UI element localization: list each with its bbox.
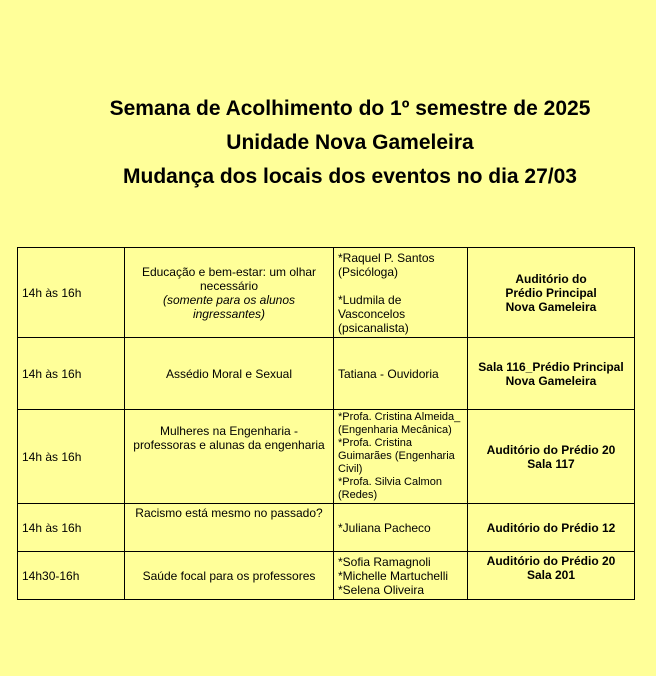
location-line: Auditório do Prédio 20: [486, 554, 616, 568]
time-cell: 14h às 16h: [18, 410, 125, 504]
location-line: Nova Gameleira: [505, 373, 597, 388]
event-cell: [125, 248, 334, 338]
location-cell: [468, 552, 635, 600]
title-line-1: Semana de Acolhimento do 1º semestre de 2025: [109, 97, 591, 120]
time-cell: 14h às 16h: [18, 504, 125, 552]
location-cell: [468, 338, 635, 410]
event-cell: Mulheres na Engenharia - professoras e alunas da engenharia: [125, 410, 334, 504]
location-line: Sala 201: [526, 568, 576, 582]
speaker: *Selena Oliveira: [338, 582, 425, 597]
speaker: *Raquel P. Santos (Psicóloga): [338, 250, 435, 279]
table-row: [18, 552, 635, 600]
location-line: Sala 117: [527, 456, 575, 471]
schedule-table: [17, 247, 635, 600]
location-line: Auditório do: [515, 271, 587, 286]
time-cell: 14h30-16h: [18, 552, 125, 600]
event-title: Educação e bem-estar: um olhar necessário: [141, 264, 317, 293]
location-cell: [468, 504, 635, 552]
speaker: *Michelle Martuchelli: [338, 568, 449, 583]
event-note: (somente para os alunos ingressantes): [162, 292, 296, 321]
title-line-3: Mudança dos locais dos eventos no dia 27/03: [123, 165, 577, 188]
speaker: *Profa. Cristina Guimarães (Engenharia Civil): [338, 437, 455, 475]
event-cell: Assédio Moral e Sexual: [125, 338, 334, 410]
speakers-cell: [334, 338, 468, 410]
speaker: *Juliana Pacheco: [338, 520, 431, 535]
location-cell: [468, 410, 635, 504]
page-title-block: [40, 92, 656, 194]
location-cell: [468, 248, 635, 338]
location-line: Prédio Principal: [505, 285, 597, 300]
speaker: *Ludmila de Vasconcelos (psicanalista): [338, 292, 409, 335]
title-line-2: Unidade Nova Gameleira: [226, 131, 474, 154]
location-line: Sala 116_Prédio Principal: [478, 359, 624, 374]
event-cell: Racismo está mesmo no passado?: [125, 504, 334, 552]
time-cell: 14h às 16h: [18, 248, 125, 338]
speaker: Tatiana - Ouvidoria: [338, 366, 439, 381]
table-row: [18, 338, 635, 410]
table-row: [18, 248, 635, 338]
location-line: Nova Gameleira: [505, 299, 597, 314]
event-cell: Saúde focal para os professores: [125, 552, 334, 600]
speakers-cell: [334, 552, 468, 600]
speaker: *Profa. Cristina Almeida_ (Engenharia Mecânica): [338, 411, 461, 436]
location-line: Auditório do Prédio 12: [486, 520, 616, 535]
speaker: *Profa. Silvia Calmon (Redes): [338, 476, 442, 501]
speakers-cell: [334, 410, 468, 504]
table-row: [18, 504, 635, 552]
time-cell: 14h às 16h: [18, 338, 125, 410]
speakers-cell: [334, 504, 468, 552]
table-row: [18, 410, 635, 504]
speaker: *Sofia Ramagnoli: [338, 554, 431, 569]
location-line: Auditório do Prédio 20: [486, 442, 616, 457]
speakers-cell: [334, 248, 468, 338]
